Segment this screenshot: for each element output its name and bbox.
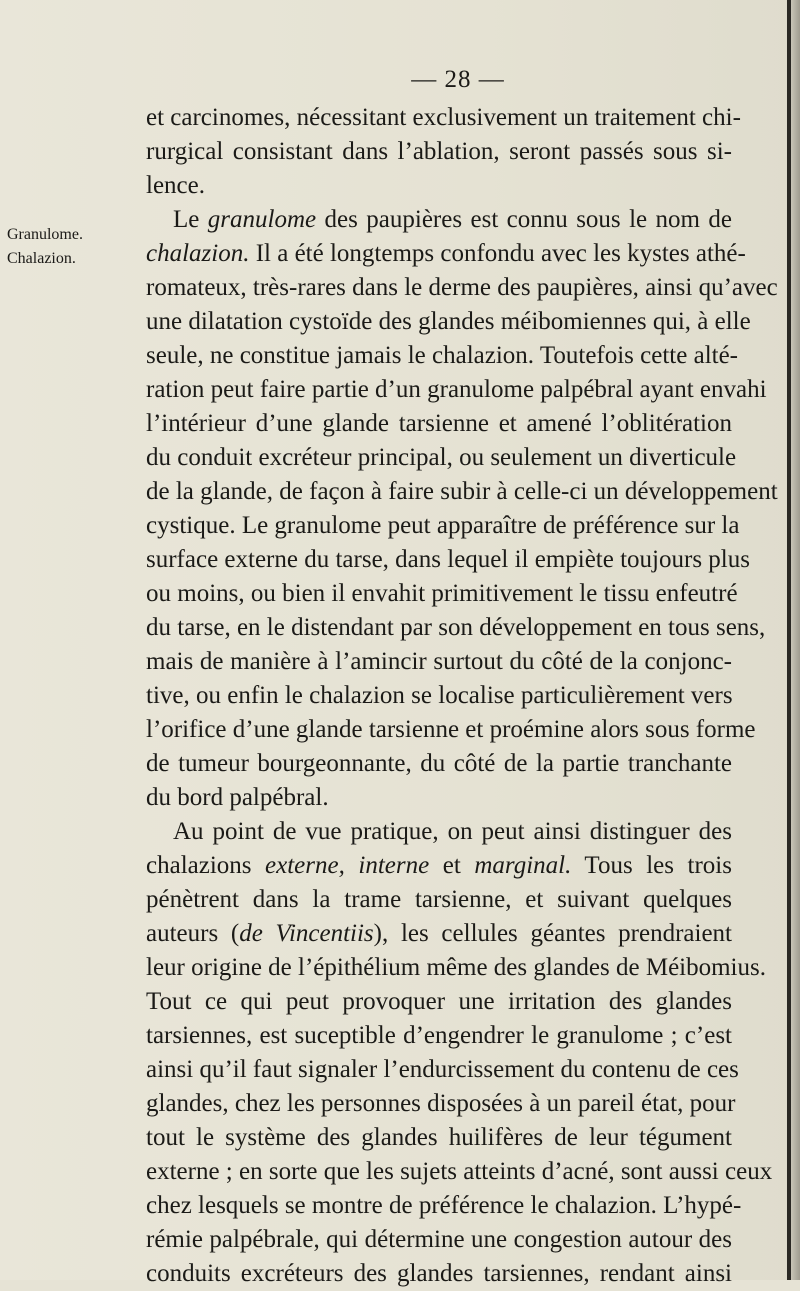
text-segment: du tarse, en le distendant par son développement en tous sens, (146, 614, 766, 641)
text-line (146, 373, 767, 407)
text-segment: rémie palpébrale, qui détermine une congestion autour des (146, 1226, 732, 1253)
italic-text: marginal. (474, 852, 572, 879)
text-segment: tive, ou enfin le chalazion se localise particulièrement vers (146, 682, 733, 709)
text-segment: surface externe du tarse, dans lequel il empiète toujours plus (146, 546, 750, 573)
text-segment: Il a été longtemps confondu avec les kystes athé- (249, 240, 746, 267)
text-line (146, 339, 739, 373)
text-segment: tout le système des glandes huilifères de leur tégument (146, 1124, 732, 1151)
italic-text: granulome (207, 206, 317, 233)
text-segment: de tumeur bourgeonnante, du côté de la partie tranchante (146, 750, 732, 777)
text-line (146, 135, 732, 169)
text-line (146, 271, 778, 305)
text-line (146, 577, 738, 611)
text-line (146, 883, 732, 917)
text-segment: Tout ce qui peut provoquer une irritation des glandes (146, 988, 732, 1015)
text-line (146, 441, 737, 475)
text-line (146, 1019, 732, 1053)
text-segment: romateux, très-rares dans le derme des paupières, ainsi qu’avec (146, 274, 778, 301)
text-segment: tarsiennes, est suceptible d’engendrer le granulome ; c’est (146, 1022, 732, 1049)
text-line (146, 679, 732, 713)
text-segment: seule, ne constitue jamais le chalazion. Toutefois cette alté- (146, 342, 739, 369)
text-line (146, 1053, 739, 1087)
text-segment: du bord palpébral. (146, 784, 329, 811)
body-text (146, 101, 778, 1291)
text-line (146, 305, 751, 339)
text-line (146, 1087, 736, 1121)
text-line (146, 1223, 732, 1257)
text-line (146, 917, 732, 951)
italic-text: externe, interne (265, 852, 430, 879)
text-line (146, 1189, 742, 1223)
text-line (146, 509, 740, 543)
italic-text: de Vincentiis (239, 920, 374, 947)
italic-text: chalazion. (146, 240, 250, 267)
text-line (146, 203, 732, 237)
text-segment: ration peut faire partie d’un granulome palpébral ayant envahi (146, 376, 767, 403)
text-segment: ou moins, ou bien il envahit primitivement le tissu enfeutré (146, 580, 738, 607)
text-segment: Tous les trois (571, 852, 732, 879)
page-edge (787, 0, 791, 1280)
text-segment: lence. (146, 172, 205, 199)
text-segment: chalazions (146, 852, 266, 879)
text-line (146, 1155, 773, 1189)
text-segment: de la glande, de façon à faire subir à celle-ci un développement (146, 478, 778, 505)
text-segment: une dilatation cystoïde des glandes méibomiennes qui, à elle (146, 308, 751, 335)
text-line (146, 237, 746, 271)
margin-note-granulome: Granulome. (7, 226, 83, 243)
text-segment: conduits excréteurs des glandes tarsiennes, rendant ainsi (146, 1260, 732, 1287)
margin-note-chalazion: Chalazion. (7, 250, 76, 267)
text-segment: des paupières est connu sous le nom de (316, 206, 732, 233)
text-segment: glandes, chez les personnes disposées à un pareil état, pour (146, 1090, 736, 1117)
text-segment: et carcinomes, nécessitant exclusivement un traitement chi- (146, 104, 741, 131)
text-segment: auteurs ( (146, 920, 240, 947)
text-segment: l’intérieur d’une glande tarsienne et amené l’oblitération (146, 410, 732, 437)
text-line (146, 815, 732, 849)
text-line (146, 169, 732, 203)
text-segment: pénètrent dans la trame tarsienne, et suivant quelques (146, 886, 732, 913)
text-segment: et (429, 852, 475, 879)
text-line (146, 611, 766, 645)
text-line (146, 101, 741, 135)
text-line (146, 781, 732, 815)
text-segment: cystique. Le granulome peut apparaître de préférence sur la (146, 512, 740, 539)
text-segment: du conduit excréteur principal, ou seulement un diverticule (146, 444, 737, 471)
page-number: — 28 — (411, 66, 505, 93)
text-line (146, 645, 732, 679)
text-line (146, 713, 756, 747)
text-line (146, 985, 732, 1019)
text-line (146, 747, 732, 781)
text-line (146, 475, 778, 509)
text-segment: Au point de vue pratique, on peut ainsi distinguer des (173, 818, 732, 845)
text-segment: l’orifice d’une glande tarsienne et proémine alors sous forme (146, 716, 756, 743)
text-segment: chez lesquels se montre de préférence le chalazion. L’hypé- (146, 1192, 742, 1219)
text-line (146, 1257, 732, 1291)
text-segment: ainsi qu’il faut signaler l’endurcissement du contenu de ces (146, 1056, 739, 1083)
text-segment: mais de manière à l’amincir surtout du côté de la conjonc- (146, 648, 732, 675)
text-line (146, 543, 750, 577)
text-segment: ), les cellules géantes prendraient (373, 920, 733, 947)
text-line (146, 951, 766, 985)
text-segment: rurgical consistant dans l’ablation, seront passés sous si- (146, 138, 732, 165)
text-segment: leur origine de l’épithélium même des glandes de Méibomius. (146, 954, 766, 981)
text-line (146, 1121, 732, 1155)
text-segment: externe ; en sorte que les sujets atteints d’acné, sont aussi ceux (146, 1158, 773, 1185)
text-segment: Le (173, 206, 208, 233)
text-line (146, 849, 732, 883)
text-line (146, 407, 732, 441)
